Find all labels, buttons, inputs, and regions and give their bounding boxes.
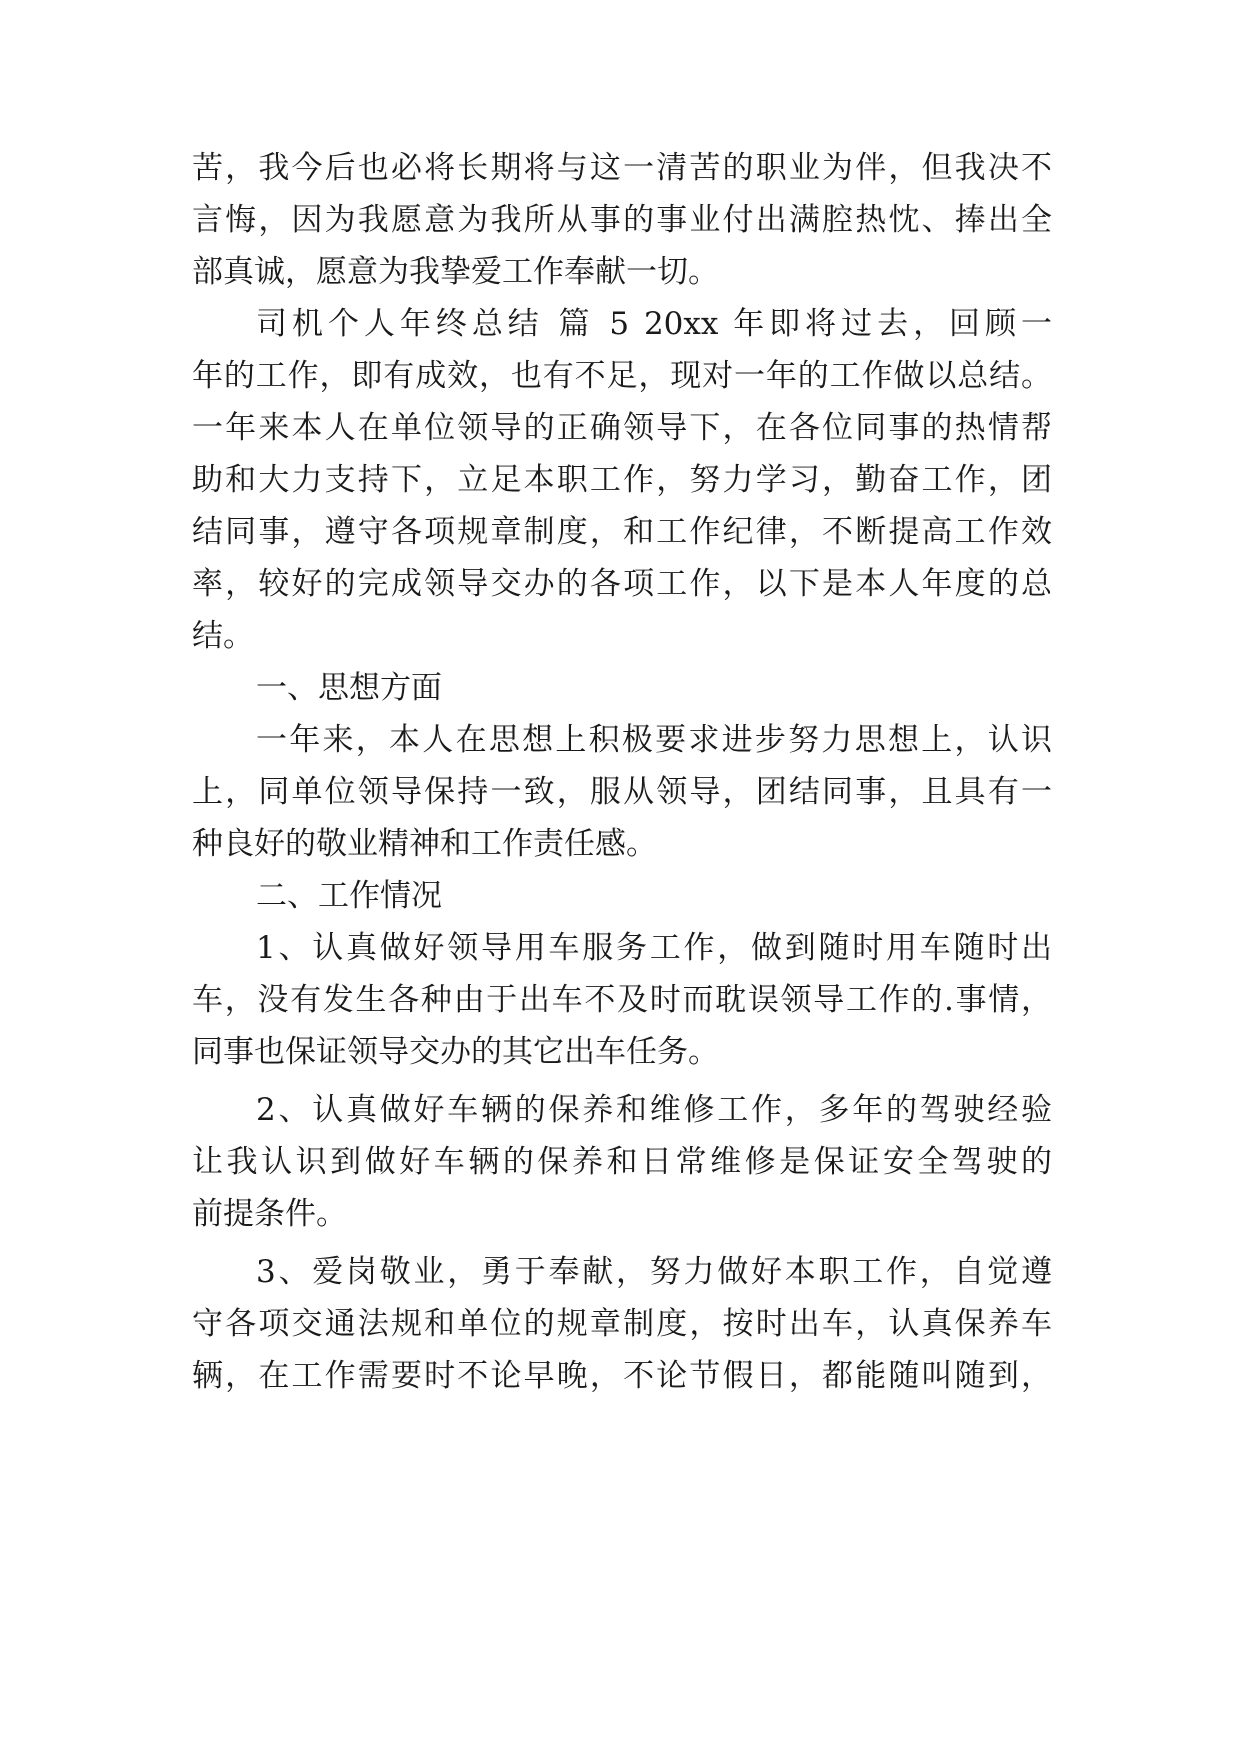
text-line: 苦，我今后也必将长期将与这一清苦的职业为伴，但我决不 [192,150,1052,186]
text-line: 车，没有发生各种由于出车不及时而耽误领导工作的.事情， [192,982,1052,1018]
text-line: 2、认真做好车辆的保养和维修工作，多年的驾驶经验 [256,1092,1052,1128]
text-line: 1、认真做好领导用车服务工作，做到随时用车随时出 [256,930,1052,966]
text-line: 助和大力支持下，立足本职工作，努力学习，勤奋工作，团 [192,462,1052,498]
text-line: 同事也保证领导交办的其它出车任务。 [192,1034,719,1070]
subheading: 二、工作情况 [256,878,442,914]
text-line: 让我认识到做好车辆的保养和日常维修是保证安全驾驶的 [192,1144,1052,1180]
text-line: 结。 [192,618,254,654]
subheading: 一、思想方面 [256,670,442,706]
text-line: 3、爱岗敬业，勇于奉献，努力做好本职工作，自觉遵 [256,1254,1052,1290]
text-line: 一年来本人在单位领导的正确领导下，在各位同事的热情帮 [192,410,1052,446]
text-line: 辆，在工作需要时不论早晚，不论节假日，都能随叫随到， [192,1358,1052,1394]
section-heading-line: 司机个人年终总结 篇 5 20xx 年即将过去，回顾一 [256,306,1052,342]
text-line: 部真诚，愿意为我挚爱工作奉献一切。 [192,254,719,290]
text-line: 种良好的敬业精神和工作责任感。 [192,826,657,862]
text-line: 守各项交通法规和单位的规章制度，按时出车，认真保养车 [192,1306,1052,1342]
text-line: 上，同单位领导保持一致，服从领导，团结同事，且具有一 [192,774,1052,810]
text-line: 前提条件。 [192,1196,347,1232]
text-line: 率，较好的完成领导交办的各项工作，以下是本人年度的总 [192,566,1052,602]
text-line: 一年来，本人在思想上积极要求进步努力思想上，认识 [256,722,1052,758]
text-line: 言悔，因为我愿意为我所从事的事业付出满腔热忱、捧出全 [192,202,1052,238]
text-line: 结同事，遵守各项规章制度，和工作纪律，不断提高工作效 [192,514,1052,550]
text-line: 年的工作，即有成效，也有不足，现对一年的工作做以总结。 [192,358,1052,394]
